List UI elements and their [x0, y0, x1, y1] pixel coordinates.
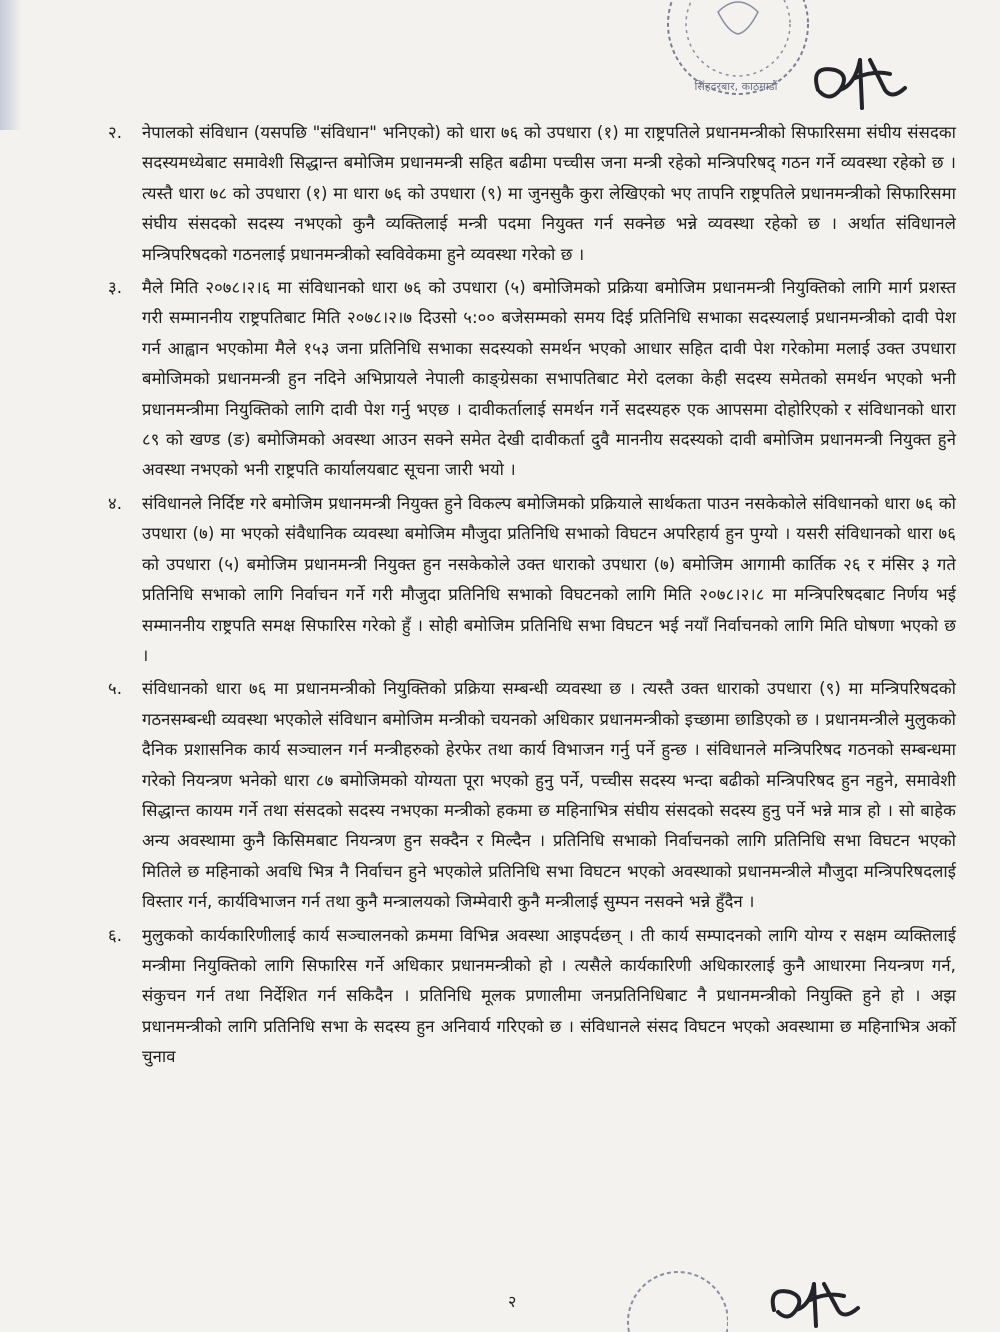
paragraph-text: संविधानले निर्दिष्ट गरे बमोजिम प्रधानमन्त्री नियुक्त हुने विकल्प बमोजिमको प्रक्रियाले सार्थकता पाउन नसकेकोले संविधानको धारा ७६ को उपधारा (७) मा भएको संवैधानिक व्यवस्था बमोजिम मौजुदा प्रतिनिधि सभाको विघटन अपरिहार्य हुन पुग्यो । यसरी संविधानको धारा ७६ को उपधारा (५) बमोजिम प्रधानमन्त्री नियुक्त हुन नसकेकोले उक्त धाराको उपधारा (७) बमोजिम आगामी कार्तिक २६ र मंसिर ३ गते प्रतिनिधि सभाको लागि निर्वाचन गर्ने गरी मौजुदा प्रतिनिधि सभाको विघटनको लागि मिति २०७८।२।८ मा मन्त्रिपरिषदबाट निर्णय भई सम्माननीय राष्ट्रपति समक्ष सिफारिस गरेको हुँ । सोही बमोजिम प्रतिनिधि सभा विघटन भई नयाँ निर्वाचनको लागि मिति घोषणा भएको छ ।	[142, 493, 956, 665]
scan-edge-shadow	[0, 0, 22, 130]
paragraph-6	[108, 921, 956, 1073]
paragraph-text: नेपालको संविधान (यसपछि "संविधान" भनिएको) को धारा ७६ को उपधारा (१) मा राष्ट्रपतिले प्रधानमन्त्रीको सिफारिसमा संघीय संसदका सदस्यमध्येबाट समावेशी सिद्धान्त बमोजिम प्रधानमन्त्री सहित बढीमा पच्चीस जना मन्त्री रहेको मन्त्रिपरिषद् गठन गर्ने व्यवस्था रहेको छ । त्यस्तै धारा ७८ को उपधारा (१) मा धारा ७६ को उपधारा (९) मा जुनसुकै कुरा लेखिएको भए तापनि राष्ट्रपतिले प्रधानमन्त्रीको सिफारिसमा संघीय संसदको सदस्य नभएको कुनै व्यक्तिलाई मन्त्री पदमा नियुक्त गर्न सक्नेछ भन्ने व्यवस्था रहेको छ । अर्थात संविधानले मन्त्रिपरिषदको गठनलाई प्रधानमन्त्रीको स्वविवेकमा हुने व्यवस्था गरेको छ ।	[142, 123, 956, 264]
paragraph-number: ६.	[108, 925, 123, 945]
svg-text:सिंहदरबार, काठमाडौं: सिंहदरबार, काठमाडौं	[694, 80, 778, 93]
paragraph-number: ४.	[108, 493, 123, 513]
signature-bottom	[760, 1262, 870, 1330]
document-body	[108, 118, 956, 1076]
paragraph-number: ५.	[108, 679, 123, 699]
paragraph-text: संविधानको धारा ७६ मा प्रधानमन्त्रीको नियुक्तिको प्रक्रिया सम्बन्धी व्यवस्था छ । त्यस्तै उक्त धाराको उपधारा (९) मा मन्त्रिपरिषदको गठनसम्बन्धी व्यवस्था भएकोले संविधान बमोजिम मन्त्रीको चयनको अधिकार प्रधानमन्त्रीको इच्छामा छाडिएको छ । प्रधानमन्त्रीले मुलुकको दैनिक प्रशासनिक कार्य सञ्चालन गर्न मन्त्रीहरुको हेरफेर तथा कार्य विभाजन गर्नु पर्ने हुन्छ । संविधानले मन्त्रिपरिषद गठनको सम्बन्धमा गरेको नियन्त्रण भनेको धारा ८७ बमोजिमको योग्यता पूरा भएको हुनु पर्ने, पच्चीस सदस्य भन्दा बढीको मन्त्रिपरिषद हुन नहुने, समावेशी सिद्धान्त कायम गर्ने तथा संसदको सदस्य नभएका मन्त्रीको हकमा छ महिनाभित्र संघीय संसदको सदस्य हुनु पर्ने भन्ने मात्र हो । सो बाहेक अन्य अवस्थामा कुनै किसिमबाट नियन्त्रण हुन सक्दैन र मिल्दैन । प्रतिनिधि सभाको निर्वाचनको लागि प्रतिनिधि सभा विघटन भएको मितिले छ महिनाको अवधि भित्र नै निर्वाचन हुने भएकोले प्रतिनिधि सभा विघटन भएको अवस्थाको प्रधानमन्त्रीले मौजुदा मन्त्रिपरिषदलाई विस्तार गर्न, कार्यविभाजन गर्न तथा कुनै मन्त्रालयको जिम्मेवारी कुनै मन्त्रीलाई सुम्पन नसक्ने भन्ने हुँदैन ।	[142, 679, 956, 912]
paragraph-4	[108, 489, 956, 671]
paragraph-3	[108, 273, 956, 486]
official-seal-stamp	[648, 0, 823, 107]
paragraph-text: मैले मिति २०७८।२।६ मा संविधानको धारा ७६ को उपधारा (५) बमोजिमको प्रक्रिया बमोजिम प्रधानमन्त्री नियुक्तिको लागि मार्ग प्रशस्त गरी सम्माननीय राष्ट्रपतिबाट मिति २०७८।२।७ दिउसो ५:०० बजेसम्मको समय दिई प्रतिनिधि सभाका सदस्यलाई प्रधानमन्त्रीको दावी पेश गर्न आह्वान भएकोमा मैले १५३ जना प्रतिनिधि सभाका सदस्यको समर्थन भएको आधार सहित दावी पेश गरेकोमा मलाई उक्त उपधारा बमोजिमको प्रधानमन्त्री हुन नदिने अभिप्रायले नेपाली काङ्ग्रेसका सभापतिबाट मेरो दलका केही सदस्य समेतको समर्थन भएको भनी प्रधानमन्त्रीमा नियुक्तिको लागि दावी पेश गर्नु भएछ । दावीकर्तालाई समर्थन गर्ने सदस्यहरु एक आपसमा दोहोरिएको र संविधानको धारा ८९ को खण्ड (ङ) बमोजिमको अवस्था आउन सक्ने समेत देखी दावीकर्ता दुवै माननीय सदस्यको दावी बमोजिम प्रधानमन्त्री नियुक्त हुने अवस्था नभएको भनी राष्ट्रपति कार्यालयबाट सूचना जारी भयो ।	[142, 278, 956, 480]
page-number: २	[508, 1292, 517, 1311]
signature-top	[800, 30, 920, 120]
paragraph-2	[108, 118, 956, 270]
paragraph-text: मुलुकको कार्यकारिणीलाई कार्य सञ्चालनको क्रममा विभिन्न अवस्था आइपर्दछन् । ती कार्य सम्पादनको लागि योग्य र सक्षम व्यक्तिलाई मन्त्रीमा नियुक्तिको लागि सिफारिस गर्ने अधिकार प्रधानमन्त्रीको हो । त्यसैले कार्यकारिणी अधिकारलाई कुनै आधारमा नियन्त्रण गर्न, संकुचन गर्न तथा निर्देशित गर्न सकिदैन । प्रतिनिधि मूलक प्रणालीमा जनप्रतिनिधिबाट नै प्रधानमन्त्रीको नियुक्ति हुने हो । अझ प्रधानमन्त्रीको लागि प्रतिनिधि सभा के सदस्य हुन अनिवार्य गरिएको छ । संविधानले संसद विघटन भएको अवस्थामा छ महिनाभित्र अर्को चुनाव	[142, 925, 956, 1067]
paragraph-number: ३.	[108, 278, 123, 298]
paragraph-5	[108, 674, 956, 917]
seal-stamp-bottom	[618, 1262, 728, 1332]
paragraph-number: २.	[108, 123, 123, 142]
